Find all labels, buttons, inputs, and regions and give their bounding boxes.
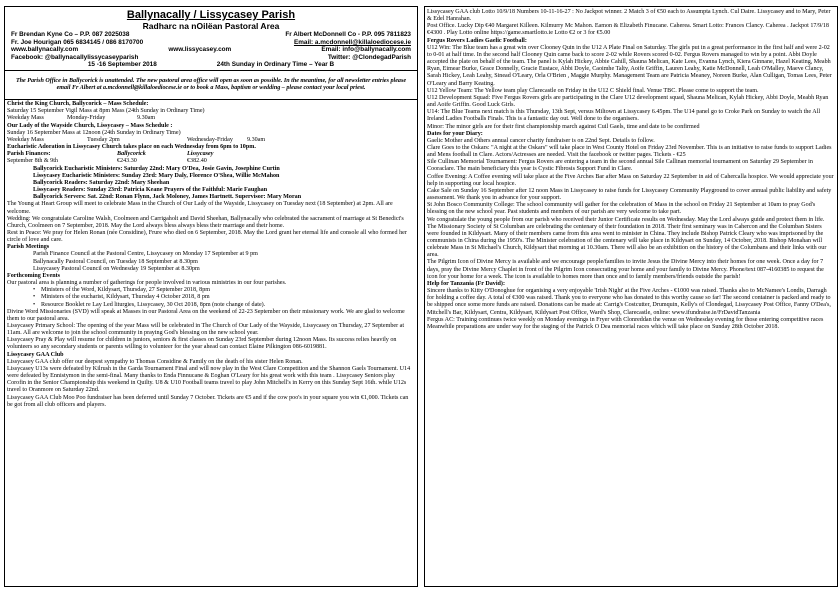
meeting-1: Parish Finance Council at the Pastoral Centre, Lissycasey on Monday 17 September at 9 pm <box>33 251 258 258</box>
tanzania-text: Sincere thanks to Kitty O'Donoghue for organising a very enjoyable 'Irish Night' at the Five Arches - €1000 was raised. Thanks also to McNamee's Londis, Darragh for holding a coffee day. A total of €300 was raised. Thank you to everyone who has donated to this worthy cause so far! The second container is packed and ready to be shipped once some more funds are raised. Donations can be made at: Carrig's Costcutter, Drumquin, Kelly's of Clondegad, Lissycasey Post Office, Fanny O'Dea's, Mitchell's Bar, Kildysart, Centra, Kildysart, Kildysart Post Office, Ward's Shop, Clarecastle, online: www.ifundraise.ie/FrDavidTanzania <box>427 288 831 316</box>
web-ballynacally[interactable]: www.ballynacally.com <box>11 46 79 54</box>
lissycasey-readers: Lissycasey Readers: Sunday 23rd: Patricia Keane Prayers of the Faithful: Marie Faughan <box>33 187 268 194</box>
ol-line1: Sunday 16 September Mass at 12noon (24th Sunday in Ordinary Time) <box>7 129 181 136</box>
u12-win: U12 Win: The Blue team has a great win over Clooney Quin in the U12 A Plate Final on Saturday. The girls put in a great performance in the first half and were 2-02 to 0-01 at half time. In the second half Clooney Quin came back to score 2-02 while Rovers scored 0-02. Fergus Rovers managed to win by a point. Abbi Doyle accepted the plate on behalf of the team. The panel is Kylah Hickey, Abbie Cahill, Shauna Melican, Kate Lees, Evanna Lynch, Kiera Ginnane, Hazel Keating, Meabh Ryan, Eimear Burke, Grace Donnelly, Gracie Eustace, Abbi Doyle, Caoimhe Talty, Aoife Griffin, Lauren Leahy, Katie McDonnell, Leah O'Malley, Maeve Clancy, Sarah Hickey, Leah Leahy, Sinead O'Leary, Orla O'Brien , Maggie Murphy. Management Team are Patricia Meaney, Noreen Burke, Alan Culligan, Tomas Lees, Peter O'Leary and Barry Keating. <box>427 44 832 87</box>
minor-notice: Minor: The minor girls are for their first championship march against Cuil Gaels, time and date to be confirmed <box>427 123 700 130</box>
finances-row: September 8th & 9th €243.30 €382.40 <box>7 158 207 165</box>
albert-email-link[interactable]: Email: a.mcdonnell@killaloediocese.ie <box>293 38 411 46</box>
lotto-lucky-dip: Post Office. Lucky Dip €40 Margaret Killeen. Kilmurry Mc Mahon. Eamon & Elizabeth Finucane. Caherea. Smart Lotto: Frances Clancy. Caherea . Jackpot 17/9/18 €4300 . Play Lotto online https://game.smartlotto.ie Lotto €2 or 3 for €5.00 <box>427 23 829 37</box>
finances-head: Parish Finances: Ballycorick Lissycasey <box>7 151 214 158</box>
header-joe-row <box>5 39 417 47</box>
columban-centenary: The Missionary Society of St Columban are celebrating the centenary of their foundation in 2018. Their first seminary was in Cahercon and the Columban Sisters were founded in Kildysart. Many of their members came from this area went to minister in China. They include Bishop Patrick Cleary who was imprisoned by the communists in China during the 1950's. The Minister celebration of the centenary will take place in Kildysart on Sunday, 14 October, 2018. Bishop Monahan will celebrate Mass in St Michael's Church, Kildysart that morning at 10.30am. There will also be an exhibition on the history of the Columbans and their links with our area. <box>427 223 827 259</box>
pilgrim-icon: The Pilgrim Icon of Divine Mercy is available and we encourage people/families to invite Jesus the Divine Mercy into their homes for one week. Once a day for 7 days, pray the Divine Mercy Chaplet in front of the Pilgrim Icon consecrating your home and your family to Divine Mercy. Phone/text 087-4160385 to request the icon for your home for a week. The icon is available to homes more than once and to family members/friends outside the parish! <box>427 259 824 280</box>
meeting-2: Ballynacally Pastoral Council, on Tuesday 18 September at 8.30pm <box>33 258 198 265</box>
right-page <box>424 6 838 587</box>
pastoral-area-subtitle: Radharc na nOilëan Pastoral Area <box>142 21 280 31</box>
liturgical-sunday: 24th Sunday in Ordinary Time – Year B <box>216 61 335 69</box>
divider <box>5 70 417 71</box>
divider <box>5 99 417 100</box>
pray-and-play: Lissycasey Pray & Play will resume for children in juniors, seniors & first classes on Sunday 23rd September during 12noon Mass. Its success relies heavily on volunteers so any secondary students or parents willing to volunteer for the year ahead can contact Elaine Pilkington 086-6019881. <box>7 337 397 351</box>
dates-head: Dates for your Diary: <box>427 130 483 137</box>
header-social-row <box>5 54 417 62</box>
primary-school: Lissycasey Primary School: The opening of the year Mass will be celebrated in The Church of Our Lady of the Wayside, Lissycasey on Thursday, 27 September at 11am. All are welcome to join the school community in praying God's blessing on the new school year. <box>7 323 405 337</box>
u14-notice: U14: The Blue Teams next match is this Thursday, 13th Sept, versus Miltown at Lissycasey 6.45pm. The U14 panel go to Croke Park on Sunday to watch the All Ireland Ladies Footballs Finals. This is a fantastic day out. Well done to the organisers. <box>427 109 821 123</box>
forthcoming-head: Forthcoming Events <box>7 272 60 279</box>
cake-sale: Cake Sale on Sunday 16 September after 12 noon Mass in Lissycasey to raise funds for Lissycasey Community Playground to cover annual public liability and safety assessment. We thank you in advance for your support. <box>427 187 832 202</box>
ck-line1: Saturday 15 September Vigil Mass at 8pm Mass (24th Sunday in Ordinary Time) <box>7 108 205 115</box>
info-email[interactable]: Email: info@ballynacally.com <box>321 46 411 54</box>
forthcoming-text: Our pastoral area is planning a number of gatherings for people involved in various ministries in our four parishes. <box>7 280 287 287</box>
coffee-evening: Coffee Evening: A Coffee evening will take place at the Five Arches Bar after Mass on Saturday 22 September in aid of Cahercalla hospice. We would appreciate your help in supporting our local hospice. <box>427 173 834 187</box>
event-3: • Resource Booklet re Lay Led liturgies, Lissycasey, 30 Oct 2018, 8pm (note change of date). <box>5 302 417 309</box>
young-at-heart: The Young at Heart Group will meet to celebrate Mass in the Church of Our Lady of the Wayside, Lissycasey on Tuesday next (18 September) at 2pm. All are welcome. <box>7 201 393 215</box>
ballycorick-servers: Ballycorick Servers: Sat. 22nd: Ronan Flynn, Jack Moloney, James Hartnett. Supervisor: Mary Moran <box>33 194 302 201</box>
ck-heading: Christ the King Church, Ballycorick – Mass Schedule: <box>7 101 149 108</box>
event-1: • Ministers of the Word, Kildysart, Thursday, 27 September 2018, 8pm <box>5 287 417 294</box>
junior-cert: We congratulate the young people from our parish who received their Junior Certificate results on Wednesday. May the Lord always guide and protect them in life. <box>427 216 825 223</box>
gaelic-mothers: Gaelic Mother and Others annual cancer charity fundraiser is on 22nd Sept. Details to follow. <box>427 137 655 144</box>
event-2: • Ministers of the eucharist, Kildysart, Thursday 4 October 2018, 8 pm <box>5 294 417 301</box>
gaa-results: Lissycasey U13s were defeated by Kilrush in the Garda Tournament Final and will now play in the West Clare Competition and the Shannon Gaels Tournament. U14 were defeated by Ennistymon in the semi-final. Many thanks to Enda Finnucane & Eoghan O'Leary for his great work with this team . Lissycasey Seniors play Corofin in the Senior Championship this weekend in Quilty. U8 & U10 Football teams travel to play John Mitchell's in Kerry on this Sunday Sept 16th. while U12s travel to Oranmore on Saturday 22nd. <box>7 365 411 394</box>
ballycorick-readers: Ballycorick Readers: Saturday 22nd: Mary Sheehan <box>33 179 170 186</box>
twitter-handle[interactable]: Twitter: @ClondegadParish <box>327 53 411 61</box>
newsletter-date: 15 -16 September 2018 <box>87 61 157 69</box>
lissycasey-ministers: Lissycasey Eucharistic Ministers: Sunday 23rd: Mary Daly, Florence O'Shea, Willie McMahon <box>33 172 280 179</box>
wedding-notice: Wedding: We congratulate Caroline Walsh, Coolmeen and Carrigaholt and David Sheehan, Ballynacally who celebrated the sacrament of marriage at St Benedict's Church, Coolmeen on 7 September, 2018. May the Lord always bless always bless their marriage and their home. <box>7 215 404 229</box>
fr-joe-contact: Fr. Joe Hourigan 065 6834145 / 086 8170700 <box>11 38 144 46</box>
facebook-handle[interactable]: Facebook: @ballynacallylissycaseyparish <box>11 53 139 61</box>
ballycorick-ministers: Ballycorick Eucharistic Ministers: Saturday 22nd: Mary O'Dea, Josie Gavin, Josephine Curtin <box>33 165 280 172</box>
ck-weekday: Weekday Mass Monday-Friday 9.30am <box>7 115 156 122</box>
ol-weekday: Weekday Mass Tuesday 2pm Wednesday-Friday 9.30am <box>7 136 266 143</box>
web-lissycasey[interactable]: www.lissycasey.com <box>168 46 232 54</box>
gaa-moo-poo: Lissycasey GAA Club Moo Poo fundraiser has been deferred until Sunday 7 October. Tickets are €5 and if the cow poo's in your square you win €1,000. Tickets can be got from all club officers and players. <box>7 394 409 408</box>
clare-oskars: Clare Goes to the Oskars: "A night at the Oskars" will take place in West County Hotel on Friday 23rd November. This is an initiative to raise funds to support Ladies and Mens football in Clare. Actors/Actresses are needed. Visit the facebook or twitter pages. Tickets - €25 <box>427 144 832 159</box>
left-page <box>4 6 418 587</box>
gaa-head: Lissycasey GAA Club <box>7 351 64 358</box>
rest-in-peace: Rest in Peace: We pray for Helen Ronan (née Considine), Frure who died on 6 September, 2018. May the Lord grant her eternal life and console all who formed her circle of love and care. <box>7 229 407 244</box>
u12-development: U12 Development Squad: Five Fergus Rovers girls are participating in the Clare U12 development squad, Shauna Melican, Kylah Hickey, Abbi Doyle, Meabh Ryan and Aoife Griffin. Good Luck Girls. <box>427 94 829 109</box>
header-date-row <box>5 61 417 69</box>
parish-title: Ballynacally / Lissycasey Parish <box>126 9 296 21</box>
fr-albert-contact: Fr Albert McDonnell Co - P.P. 095 7811823 <box>285 31 411 38</box>
parish-meetings-head: Parish Meetings <box>7 244 50 251</box>
ladies-football-head: Fergus Rovers Ladies Gaelic Football: <box>427 37 527 44</box>
divine-word-missionaries: Divine Word Missionaries (SVD) will speak at Masses in our Pastoral Area on the weekend of 22-23 September on their missionary work. We are glad to welcome them to our pastoral area. <box>7 308 405 322</box>
st-john-bosco: St John Bosco Community College: The school community will gather for the celebration of Mass in the school on Friday 21 September at 10am to pray God's blessing on the new school year. Past students and members of our parish are very welcome to take part. <box>427 202 816 216</box>
tanzania-head: Help for Tanzania (Fr David): <box>427 280 505 287</box>
header-web-row <box>5 46 417 54</box>
fergus-ac: Fergus AC: Training continues twice weekly on Monday evenings in Fryer with Clonreddan the venue on Wednesday evening for those entering competitive races Meanwhile preparations are under way for the staging of the Patrick O Dea memorial races which will take place on Sunday 28th October 2018. <box>427 316 824 330</box>
parish-office-notice: The Parish Office in Ballycorick is unattended. The new pastoral area office will open as soon as possible. In the meantime, for all newsletter entries please email Fr Albert at a.mcdonnell@killaloediocese.ie or to book a Mass, baptism or wedding – please contact your local priest. <box>15 78 407 92</box>
eucharistic-adoration: Eucharistic Adoration in Lissycasey Church takes place on each Wednesday from 6pm to 10pm. <box>7 144 256 151</box>
u12-yellow: U12 Yellow Team: The Yellow team play Clarecastle on Friday in the U12 C Shield final. Venue TBC. Please come to support the team. <box>427 87 759 94</box>
header-priests-row <box>5 31 417 39</box>
gaa-sympathy: Lissycasey GAA club offer our deepest sympathy to Thomas Considine & Family on the death of his sister Helen Ronan. <box>7 358 303 365</box>
lotto-results: Lissycasey GAA club Lotto 10/9/18 Numbers 10-11-16-27 : No Jackpot winner. 2 Match 3 of €50 each to Assumpta Lynch. Cul Daire. Lissycasey and to Mary, Peter & Edel Hanrahan. <box>427 9 831 23</box>
meeting-3: Lissycasey Pastoral Council on Wednesday 19 September at 8.30pm <box>33 265 200 272</box>
ol-heading: Our Lady of the Wayside Church, Lissycasey – Mass Schedule : <box>7 122 173 129</box>
sile-cullinan: Sile Cullinan Memorial Tournament: Fergus Rovers are entering a team in the second annual Sile Callinan memorial tournament on Saturday 29 September in Cooraclare. The main beneficiary this year is Cystic Fibrosis Support Fund in Clare. <box>427 159 813 173</box>
fr-brendan-contact: Fr Brendan Kyne Co – P.P. 087 2025038 <box>11 31 130 38</box>
